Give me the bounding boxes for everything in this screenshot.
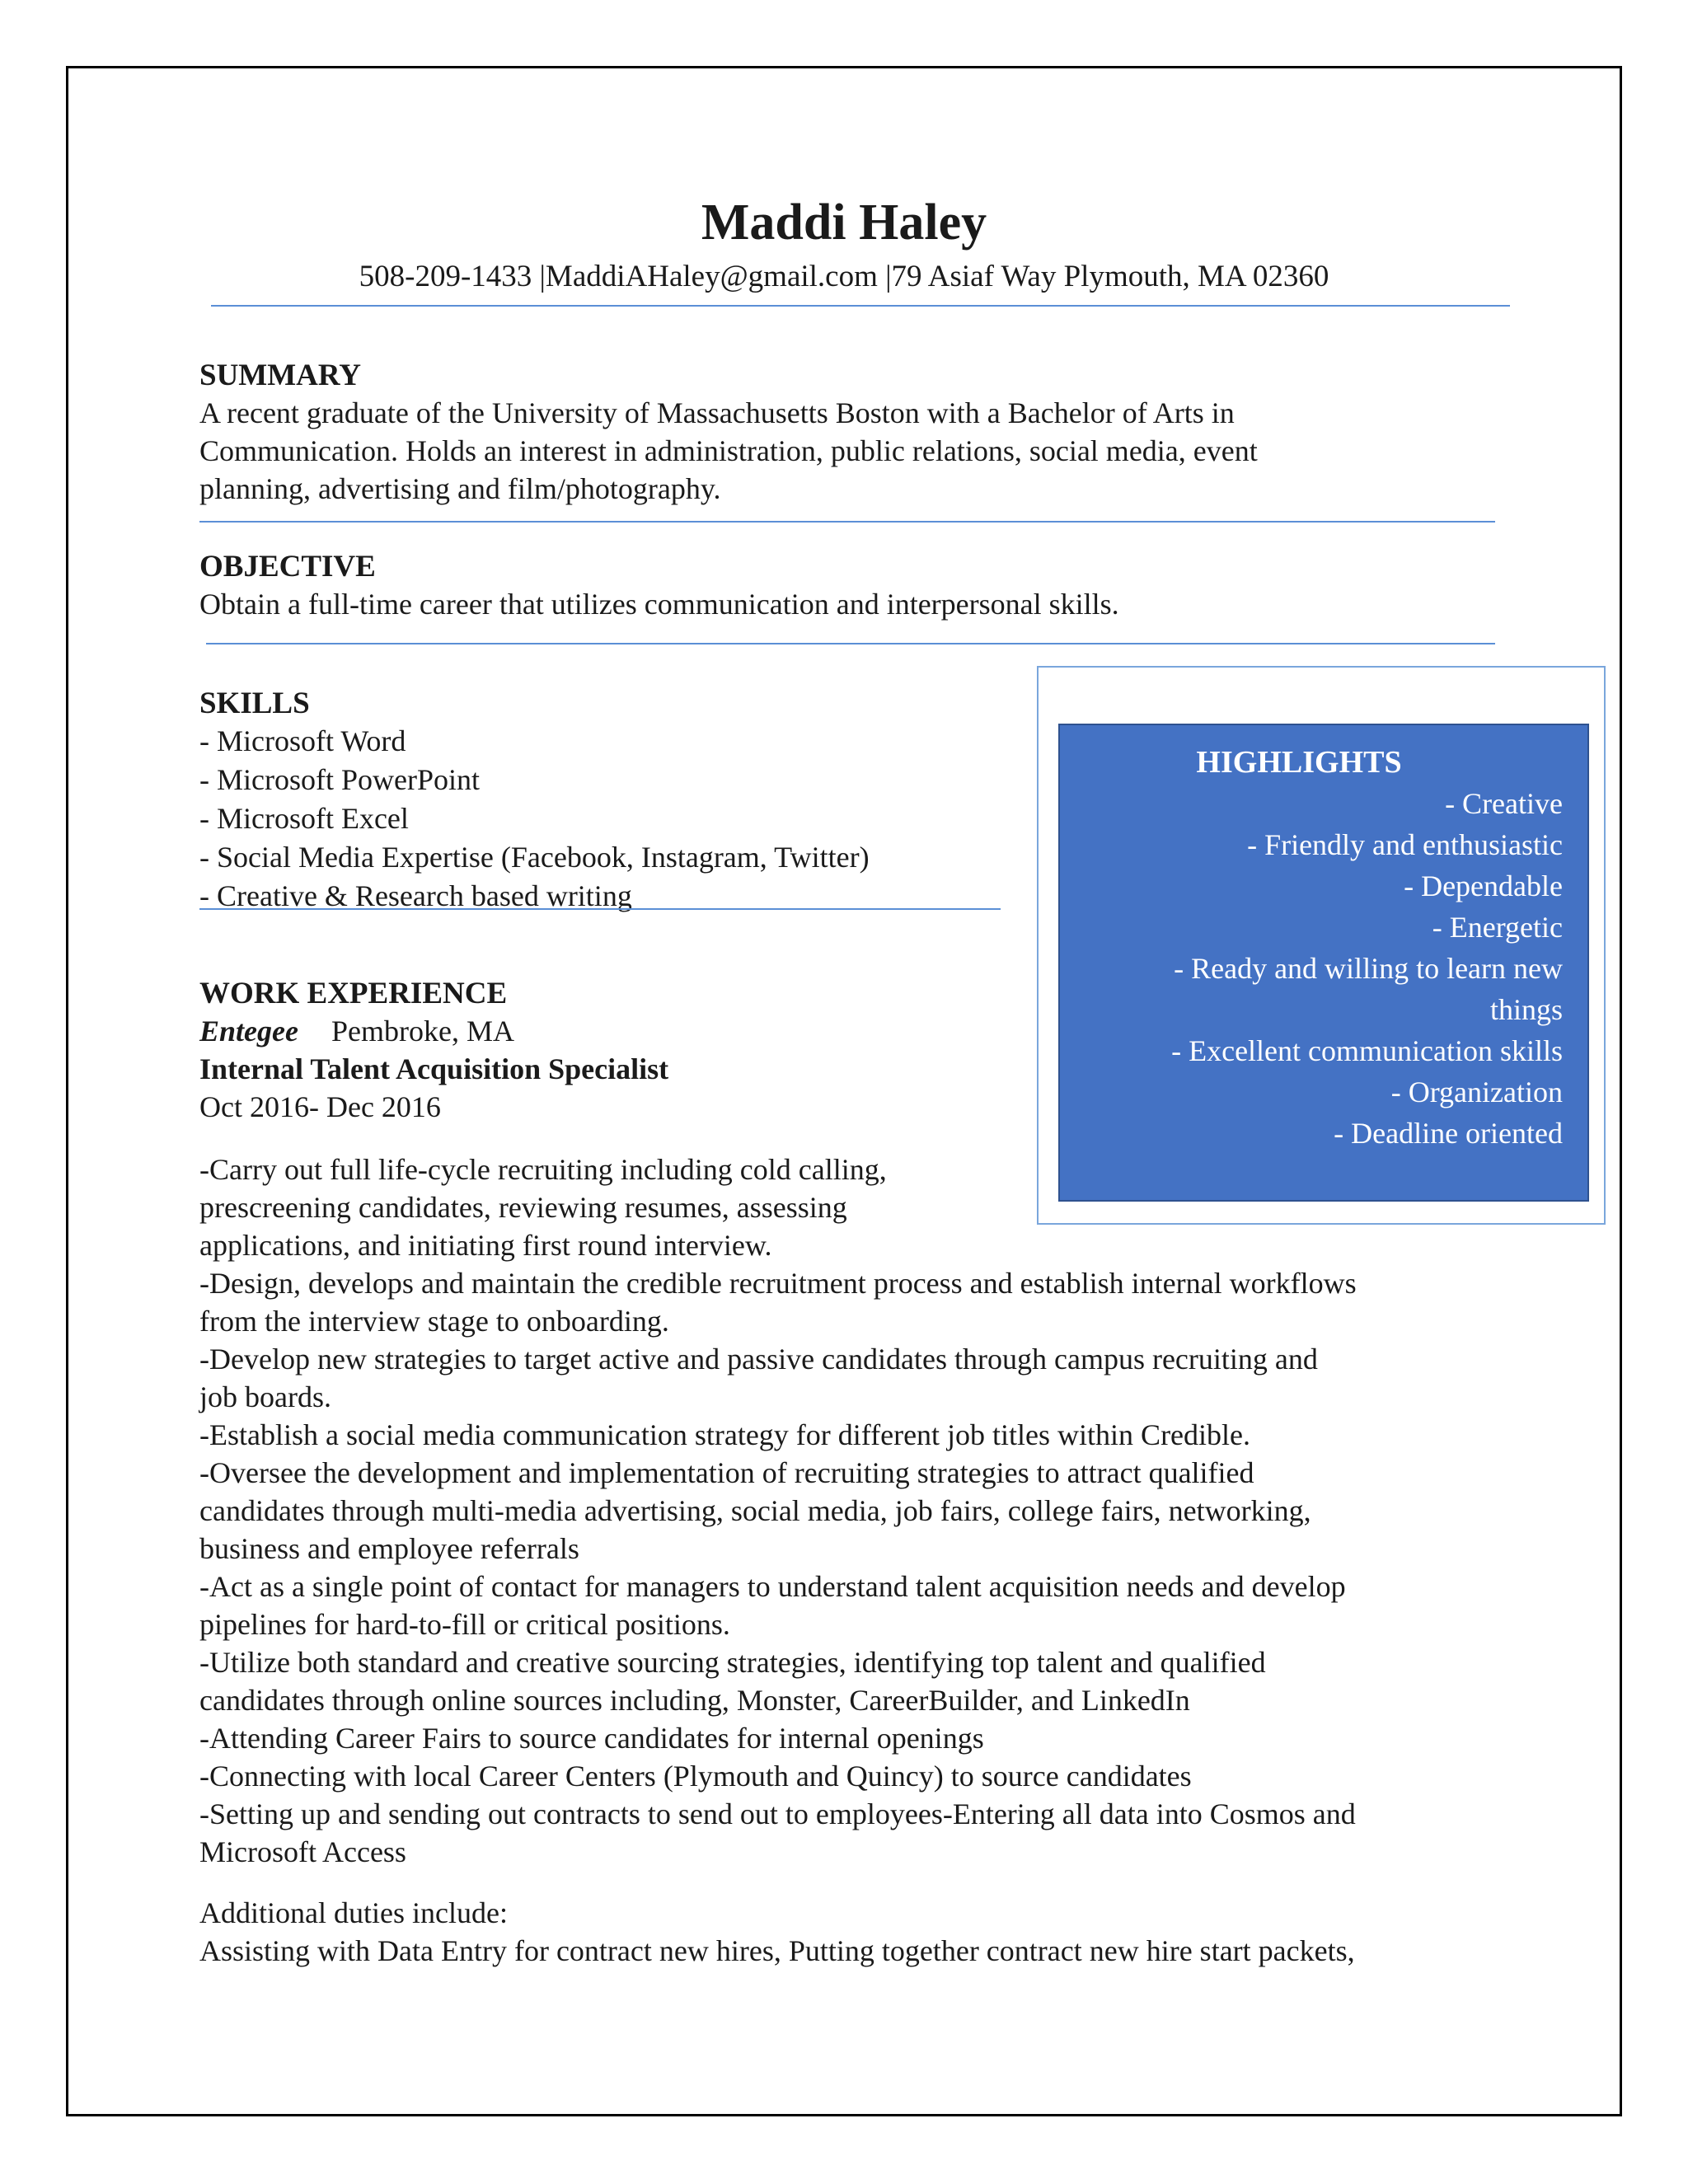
highlight-item: - Creative [1445, 787, 1563, 820]
duty-line: Microsoft Access [199, 1835, 406, 1868]
summary-section [199, 358, 1258, 508]
duty-line: prescreening candidates, reviewing resumes, assessing [199, 1191, 847, 1224]
duty-line: -Connecting with local Career Centers (Plymouth and Quincy) to source candidates [199, 1760, 1192, 1793]
objective-section [199, 549, 1119, 623]
duty-line: candidates through online sources including, Monster, CareerBuilder, and LinkedIn [199, 1684, 1190, 1717]
company-name: Entegee [199, 1015, 298, 1048]
summary-heading: SUMMARY [199, 359, 362, 392]
summary-line: planning, advertising and film/photography. [199, 472, 721, 506]
header-divider [211, 305, 1510, 307]
duty-line: -Oversee the development and implementation of recruiting strategies to attract qualified [199, 1456, 1254, 1489]
company-line [199, 1012, 668, 1050]
duty-line: -Act as a single point of contact for managers to understand talent acquisition needs and develop [199, 1570, 1346, 1603]
duty-line: -Design, develops and maintain the credible recruitment process and establish internal workflows [199, 1267, 1357, 1300]
highlight-item: - Deadline oriented [1334, 1117, 1563, 1150]
job-header [199, 1012, 668, 1126]
skill-item: - Microsoft Word [199, 724, 406, 758]
summary-divider [199, 521, 1495, 523]
highlight-item: - Friendly and enthusiastic [1247, 828, 1563, 861]
duty-line: -Utilize both standard and creative sourcing strategies, identifying top talent and qualified [199, 1646, 1266, 1679]
highlight-item: things [1489, 993, 1563, 1026]
job-title: Internal Talent Acquisition Specialist [199, 1052, 669, 1086]
job-dates: Oct 2016- Dec 2016 [199, 1090, 441, 1124]
highlights-box [1058, 724, 1589, 1202]
contact-line: 508-209-1433 |MaddiAHaley@gmail.com |79 Asiaf Way Plymouth, MA 02360 [359, 260, 1329, 293]
work-experience-heading: WORK EXPERIENCE [199, 977, 508, 1010]
duty-line: -Attending Career Fairs to source candidates for internal openings [199, 1722, 984, 1755]
company-location: Pembroke, MA [331, 1015, 514, 1048]
highlight-item: - Organization [1390, 1076, 1563, 1108]
additional-duties [199, 1894, 1355, 1970]
highlight-item: - Ready and willing to learn new [1174, 952, 1563, 985]
summary-text [199, 394, 1258, 508]
duties-narrow [199, 1151, 887, 1264]
duty-line: candidates through multi-media advertising, social media, job fairs, college fairs, networking, [199, 1494, 1311, 1527]
objective-text: Obtain a full-time career that utilizes communication and interpersonal skills. [199, 588, 1119, 621]
duty-line: applications, and initiating first round interview. [199, 1229, 772, 1262]
skills-list [199, 722, 870, 916]
resume-name: Maddi Haley [701, 194, 987, 251]
skill-item: - Microsoft Excel [199, 802, 409, 836]
duty-line: pipelines for hard-to-fill or critical positions. [199, 1608, 730, 1641]
work-experience-section [199, 976, 668, 1126]
duty-line: -Develop new strategies to target active and passive candidates through campus recruiting and [199, 1343, 1318, 1376]
highlights-title: HIGHLIGHTS [1196, 745, 1402, 780]
skills-section [199, 686, 870, 916]
highlight-item: - Excellent communication skills [1171, 1034, 1563, 1067]
duty-line: from the interview stage to onboarding. [199, 1305, 669, 1338]
skill-item: - Creative & Research based writing [199, 879, 632, 913]
duties-wide [199, 1264, 1357, 1871]
additional-duties-text: Assisting with Data Entry for contract new hires, Putting together contract new hire start packets, [199, 1934, 1355, 1967]
duty-line: job boards. [199, 1380, 331, 1413]
skills-divider [199, 908, 1001, 910]
duty-line: -Carry out full life-cycle recruiting including cold calling, [199, 1153, 887, 1186]
duty-line: -Establish a social media communication strategy for different job titles within Credible. [199, 1418, 1251, 1451]
skills-heading: SKILLS [199, 687, 310, 720]
highlight-item: - Energetic [1432, 911, 1563, 944]
summary-line: Communication. Holds an interest in administration, public relations, social media, event [199, 434, 1258, 468]
additional-duties-heading: Additional duties include: [199, 1896, 508, 1929]
summary-line: A recent graduate of the University of Massachusetts Boston with a Bachelor of Arts in [199, 396, 1235, 430]
duty-line: -Setting up and sending out contracts to send out to employees-Entering all data into Cosmos and [199, 1797, 1356, 1830]
objective-heading: OBJECTIVE [199, 550, 376, 583]
objective-divider [206, 643, 1495, 644]
skill-item: - Social Media Expertise (Facebook, Instagram, Twitter) [199, 841, 870, 874]
highlight-item: - Dependable [1404, 869, 1563, 902]
skill-item: - Microsoft PowerPoint [199, 763, 480, 797]
duty-line: business and employee referrals [199, 1532, 579, 1565]
